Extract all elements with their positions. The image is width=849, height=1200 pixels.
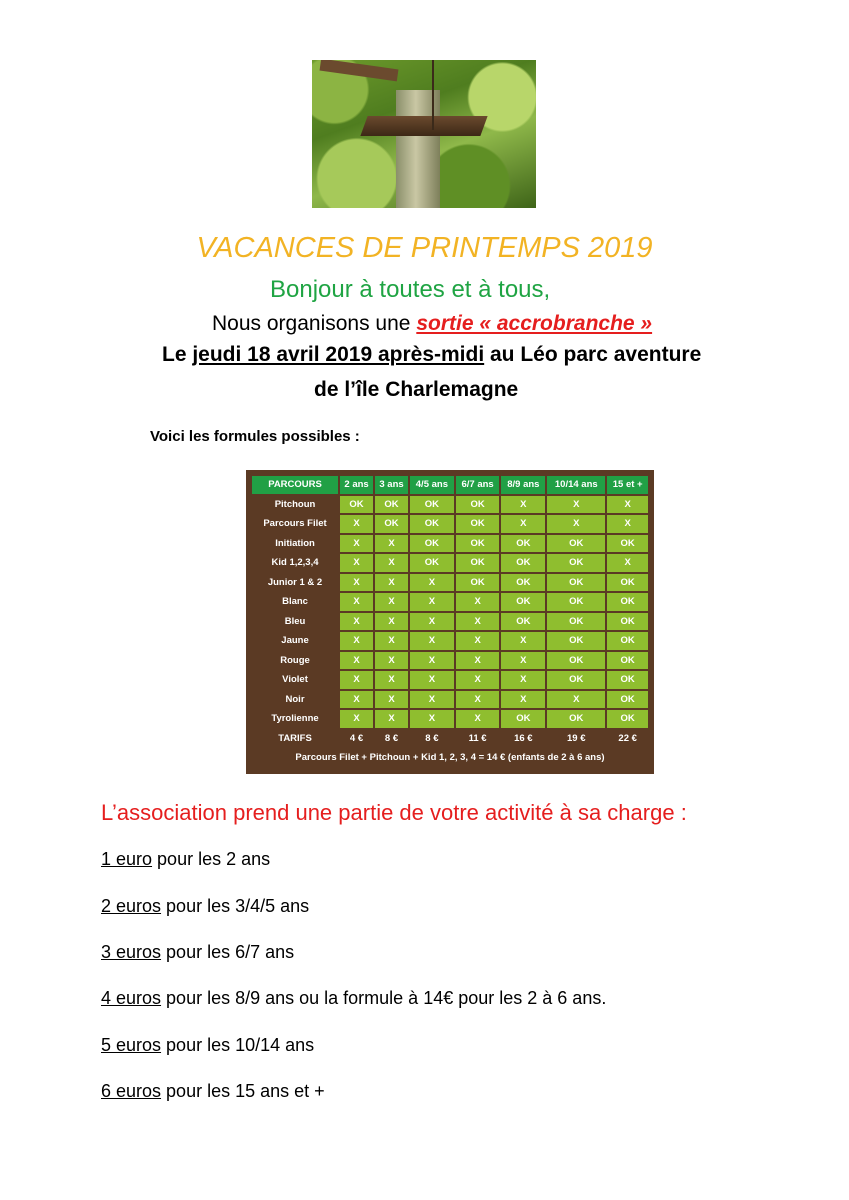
tarif-cell: 11 € (456, 730, 500, 748)
table-cell: X (340, 671, 373, 689)
table-cell: X (456, 710, 500, 728)
tarif-cell: 8 € (375, 730, 408, 748)
place-line: de l’île Charlemagne (314, 378, 519, 401)
table-cell: OK (547, 671, 605, 689)
row-label: Initiation (252, 535, 338, 553)
table-cell: X (410, 613, 454, 631)
table-cell: OK (607, 652, 648, 670)
table-cell: OK (547, 554, 605, 572)
table-cell: OK (456, 496, 500, 514)
table-header-row (252, 476, 648, 494)
table-cell: OK (501, 554, 545, 572)
table-row (252, 515, 648, 533)
contribution-amount: 3 euros (101, 942, 162, 962)
table-cell: OK (410, 554, 454, 572)
tarif-cell: 16 € (501, 730, 545, 748)
table-cell: X (375, 710, 408, 728)
table-cell: X (375, 691, 408, 709)
table-cell: X (340, 535, 373, 553)
row-label: Rouge (252, 652, 338, 670)
table-cell: OK (607, 691, 648, 709)
table-cell: X (375, 535, 408, 553)
table-cell: OK (607, 574, 648, 592)
table-cell: X (375, 593, 408, 611)
table-cell: X (340, 613, 373, 631)
accrobranche-photo (312, 60, 536, 208)
row-label: Pitchoun (252, 496, 338, 514)
contribution-amount: 2 euros (101, 896, 162, 916)
table-cell: X (340, 691, 373, 709)
table-cell: OK (607, 632, 648, 650)
row-label: Parcours Filet (252, 515, 338, 533)
intro-prefix: Nous organisons une (212, 312, 417, 335)
page-title: VACANCES DE PRINTEMPS 2019 (196, 232, 653, 264)
table-cell: OK (456, 574, 500, 592)
contribution-line (101, 1081, 325, 1102)
table-cell: X (340, 574, 373, 592)
table-cell: OK (547, 632, 605, 650)
table-cell: X (410, 593, 454, 611)
table-cell: X (410, 632, 454, 650)
pricing-table (246, 470, 654, 774)
table-cell: X (547, 691, 605, 709)
formules-label: Voici les formules possibles : (150, 428, 360, 445)
tarif-cell: 8 € (410, 730, 454, 748)
contribution-detail: pour les 3/4/5 ans (161, 896, 310, 916)
table-cell: X (607, 554, 648, 572)
contribution-detail: pour les 2 ans (152, 849, 271, 869)
table-cell: X (547, 515, 605, 533)
table-row (252, 535, 648, 553)
association-heading: L’association prend une partie de votre activité à sa charge : (101, 800, 687, 825)
table-header-cell: 8/9 ans (501, 476, 545, 494)
table-cell: OK (547, 652, 605, 670)
table-header-cell: PARCOURS (252, 476, 338, 494)
table-cell: X (375, 554, 408, 572)
contribution-line (101, 988, 606, 1009)
tarif-cell: 19 € (547, 730, 605, 748)
contribution-line (101, 942, 294, 963)
table-cell: OK (456, 535, 500, 553)
table-cell: X (340, 554, 373, 572)
table-cell: X (501, 691, 545, 709)
table-cell: X (456, 613, 500, 631)
table-cell: OK (340, 496, 373, 514)
row-label: Tyrolienne (252, 710, 338, 728)
table-cell: OK (456, 515, 500, 533)
table-cell: OK (501, 593, 545, 611)
contribution-detail: pour les 8/9 ans ou la formule à 14€ pour les 2 à 6 ans. (161, 988, 607, 1008)
table-cell: X (375, 632, 408, 650)
table-row (252, 652, 648, 670)
table-cell: X (375, 652, 408, 670)
table-cell: OK (547, 710, 605, 728)
table-cell: X (501, 515, 545, 533)
table-cell: X (501, 652, 545, 670)
table-header-cell: 6/7 ans (456, 476, 500, 494)
table-cell: X (456, 671, 500, 689)
table-header-cell: 3 ans (375, 476, 408, 494)
contribution-amount: 1 euro (101, 849, 153, 869)
table-cell: OK (607, 710, 648, 728)
table-cell: X (340, 632, 373, 650)
table-row (252, 574, 648, 592)
table-cell: X (456, 632, 500, 650)
row-label: Violet (252, 671, 338, 689)
table-row (252, 632, 648, 650)
table-row (252, 554, 648, 572)
row-label: Bleu (252, 613, 338, 631)
table-cell: OK (607, 593, 648, 611)
table-cell: X (340, 593, 373, 611)
table-row (252, 593, 648, 611)
table-header-cell: 2 ans (340, 476, 373, 494)
table-header-cell: 15 et + (607, 476, 648, 494)
table-cell: X (607, 515, 648, 533)
contribution-line (101, 849, 270, 870)
date-line (162, 343, 701, 367)
table-cell: X (410, 574, 454, 592)
table-cell: X (340, 710, 373, 728)
table-cell: X (410, 671, 454, 689)
table-header-cell: 10/14 ans (547, 476, 605, 494)
table-cell: OK (456, 554, 500, 572)
table-cell: OK (547, 593, 605, 611)
contribution-detail: pour les 10/14 ans (161, 1035, 315, 1055)
tarif-cell: 22 € (607, 730, 648, 748)
table-cell: X (410, 652, 454, 670)
row-label: Jaune (252, 632, 338, 650)
table-row (252, 691, 648, 709)
table-cell: X (501, 496, 545, 514)
row-label: Blanc (252, 593, 338, 611)
table-cell: OK (375, 515, 408, 533)
date-prefix: Le (162, 343, 193, 366)
table-cell: X (456, 652, 500, 670)
table-row (252, 671, 648, 689)
pricing-grid (250, 474, 650, 769)
table-cell: OK (410, 496, 454, 514)
intro-line (212, 312, 652, 336)
table-cell: X (501, 632, 545, 650)
table-cell: OK (547, 535, 605, 553)
row-label: Kid 1,2,3,4 (252, 554, 338, 572)
table-cell: X (501, 671, 545, 689)
table-cell: X (340, 515, 373, 533)
table-cell: X (375, 574, 408, 592)
table-footer-row (252, 749, 648, 767)
contribution-amount: 5 euros (101, 1035, 162, 1055)
contribution-detail: pour les 6/7 ans (161, 942, 295, 962)
table-cell: X (607, 496, 648, 514)
contribution-line (101, 1035, 314, 1056)
table-cell: OK (501, 613, 545, 631)
table-row (252, 710, 648, 728)
table-cell: X (547, 496, 605, 514)
table-footer: Parcours Filet + Pitchoun + Kid 1, 2, 3, 4 = 14 € (enfants de 2 à 6 ans) (252, 749, 648, 767)
table-cell: X (410, 691, 454, 709)
table-cell: X (375, 671, 408, 689)
table-cell: OK (410, 535, 454, 553)
table-cell: X (410, 710, 454, 728)
contribution-line (101, 896, 309, 917)
table-cell: OK (607, 535, 648, 553)
table-cell: X (456, 691, 500, 709)
table-header-cell: 4/5 ans (410, 476, 454, 494)
table-cell: OK (501, 710, 545, 728)
table-cell: X (375, 613, 408, 631)
date-value: jeudi 18 avril 2019 après-midi (192, 343, 485, 366)
table-row (252, 496, 648, 514)
row-label: Noir (252, 691, 338, 709)
table-cell: X (456, 593, 500, 611)
table-cell: OK (607, 613, 648, 631)
row-label: Junior 1 & 2 (252, 574, 338, 592)
tarif-cell: 4 € (340, 730, 373, 748)
contribution-detail: pour les 15 ans et + (161, 1081, 325, 1101)
greeting: Bonjour à toutes et à tous, (270, 276, 551, 303)
table-cell: X (340, 652, 373, 670)
table-cell: OK (410, 515, 454, 533)
contribution-amount: 6 euros (101, 1081, 162, 1101)
tarifs-label: TARIFS (252, 730, 338, 748)
table-cell: OK (607, 671, 648, 689)
table-cell: OK (501, 535, 545, 553)
event-name: sortie « accrobranche » (416, 312, 653, 335)
contribution-amount: 4 euros (101, 988, 162, 1008)
table-cell: OK (547, 613, 605, 631)
table-row (252, 613, 648, 631)
table-cell: OK (501, 574, 545, 592)
table-cell: OK (375, 496, 408, 514)
tarifs-row (252, 730, 648, 748)
date-suffix: au Léo parc aventure (484, 343, 702, 366)
table-cell: OK (547, 574, 605, 592)
